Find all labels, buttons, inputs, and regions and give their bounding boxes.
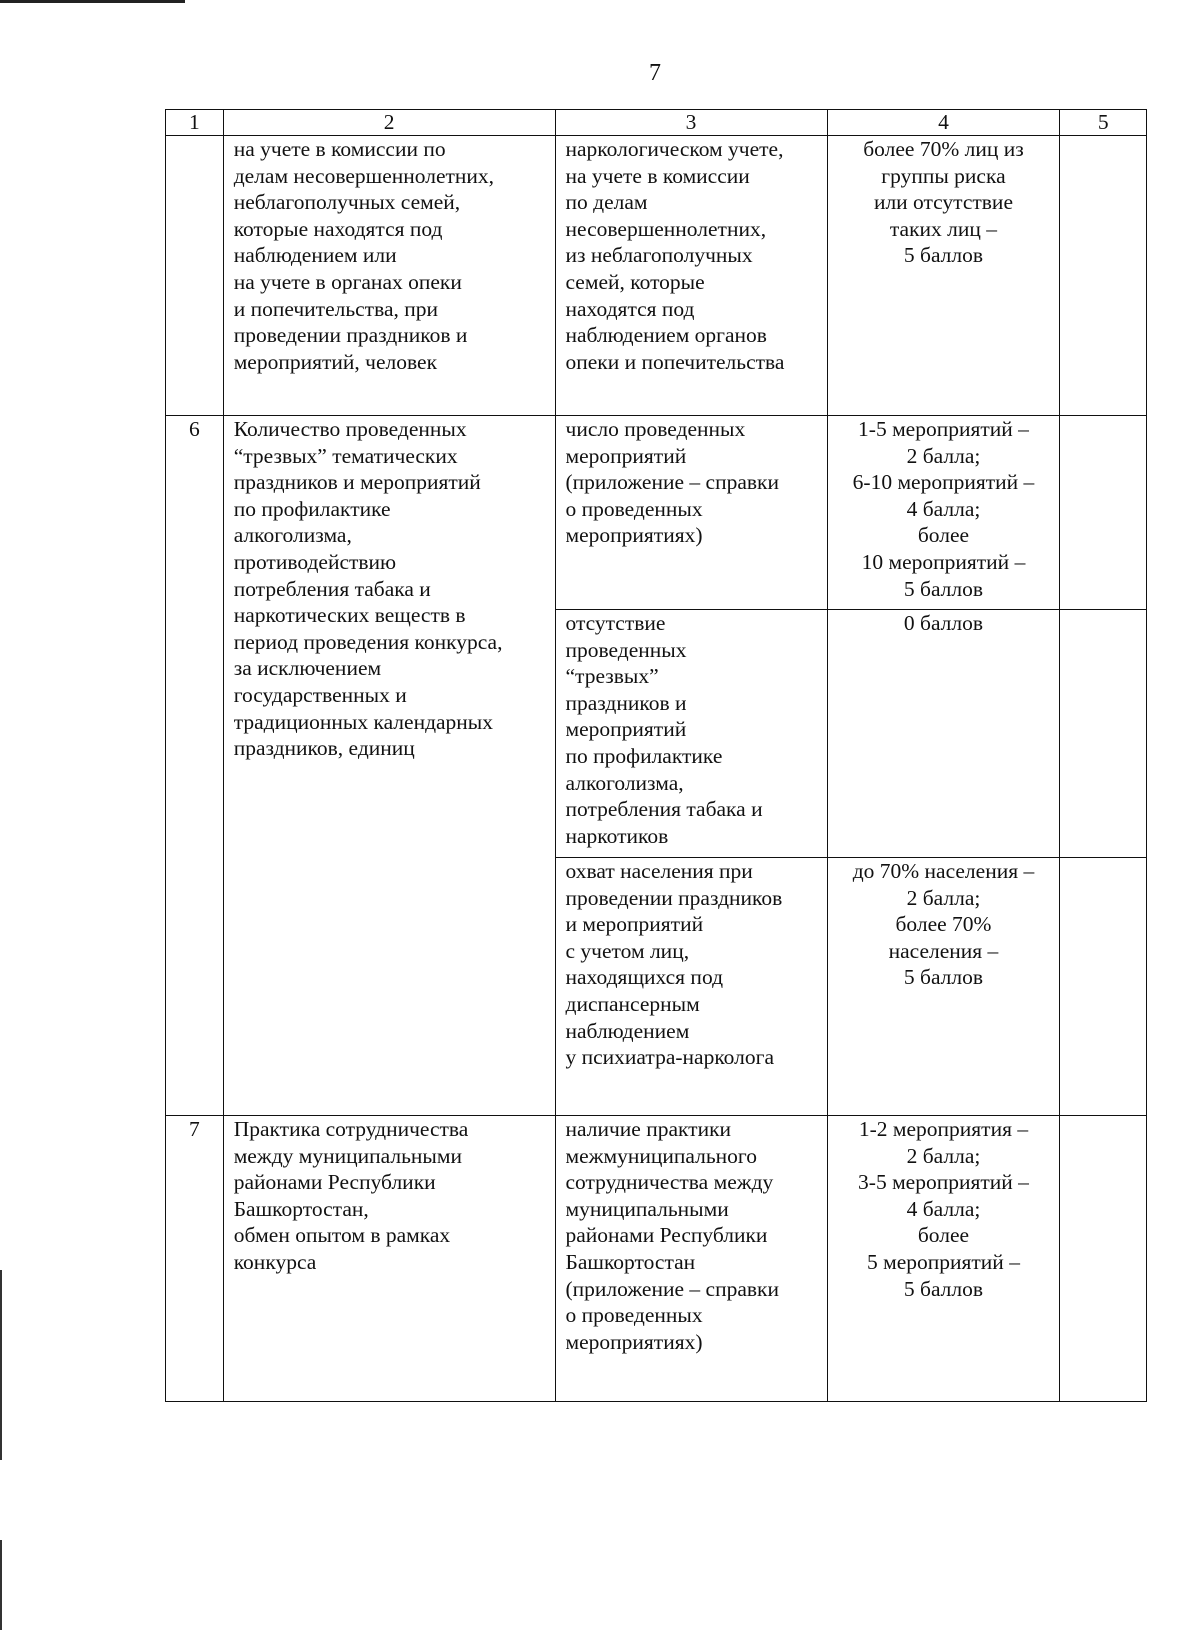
column-header: 2 [223, 110, 555, 136]
text-line: 2 балла; [906, 443, 981, 468]
score-cell [827, 1116, 1060, 1402]
text-line: наличие практики [565, 1117, 732, 1141]
text-line: неблагополучных семей, [233, 190, 461, 215]
text-line: (приложение – справки [565, 470, 779, 495]
text-line: наблюдением [565, 1018, 690, 1043]
text-line: алкоголизма, [233, 523, 352, 548]
row-number-cell [166, 136, 224, 416]
text-line: находятся под [565, 296, 695, 321]
text-line: отсутствие [565, 611, 666, 635]
text-line: 5 баллов [903, 965, 984, 990]
text-line: государственных и [233, 682, 407, 707]
column-header: 4 [827, 110, 1060, 136]
text-line: или отсутствие [873, 190, 1013, 215]
text-line: сотрудничества между [565, 1170, 774, 1195]
row-number-cell: 7 [166, 1116, 224, 1402]
text-line: более [917, 523, 970, 548]
result-cell [1060, 136, 1147, 416]
text-line: противодействию [233, 549, 397, 574]
criterion-cell [223, 136, 555, 416]
text-line: наркотических веществ в [233, 603, 466, 628]
text-line: мероприятий [565, 443, 687, 468]
text-line: более [917, 1223, 970, 1248]
text-line: охват населения при [565, 859, 753, 883]
text-line: Башкортостан [565, 1249, 696, 1274]
text-line: мероприятиях) [565, 1329, 703, 1354]
text-line: конкурса [233, 1249, 317, 1274]
text-line: несовершеннолетних, [565, 216, 767, 241]
table-row-6 [166, 416, 1147, 610]
text-line: число проведенных [565, 417, 746, 441]
text-line: мероприятий [565, 717, 687, 742]
text-line: более 70% [895, 912, 992, 937]
text-line: группы риска [881, 163, 1006, 188]
text-line: делам несовершеннолетних, [233, 163, 495, 188]
result-cell [1060, 858, 1147, 1116]
text-line: у психиатра-нарколога [565, 1045, 774, 1070]
text-line: наркологическом учете, [565, 137, 784, 161]
text-line: населения – [888, 938, 999, 963]
text-line: по делам [565, 190, 648, 215]
text-line: проведении праздников [565, 885, 783, 910]
text-line: 4 балла; [906, 496, 981, 521]
text-line: районами Республики [565, 1223, 768, 1248]
text-line: семей, которые [565, 269, 705, 294]
text-line: мероприятиях) [565, 523, 703, 548]
table-header-row [166, 110, 1147, 136]
text-line: (приложение – справки [565, 1276, 779, 1301]
text-line: по профилактике [233, 496, 391, 521]
text-line: диспансерным [565, 991, 700, 1016]
text-line: традиционных календарных [233, 709, 494, 734]
indicator-cell [555, 136, 827, 416]
text-line: между муниципальными [233, 1143, 462, 1168]
text-line: наблюдением органов [565, 323, 767, 348]
text-line: из неблагополучных [565, 243, 753, 268]
scan-edge-mark [0, 0, 185, 3]
text-line: наркотиков [565, 823, 669, 848]
indicator-cell [555, 1116, 827, 1402]
text-line: на учете в органах опеки [233, 269, 462, 294]
score-cell [827, 858, 1060, 1116]
text-line: потребления табака и [565, 797, 763, 822]
score-cell [827, 610, 1060, 858]
text-line: период проведения конкурса, [233, 629, 503, 654]
text-line: обмен опытом в рамках [233, 1223, 451, 1248]
text-line: таких лиц – [889, 216, 998, 241]
text-line: потребления табака и [233, 576, 431, 601]
result-cell [1060, 610, 1147, 858]
text-line: 6-10 мероприятий – [852, 470, 1035, 495]
text-line: наблюдением или [233, 243, 397, 268]
text-line: “трезвых” тематических [233, 443, 458, 468]
text-line: 10 мероприятий – [861, 549, 1026, 574]
scan-edge-mark [0, 1540, 2, 1630]
column-header: 1 [166, 110, 224, 136]
criterion-cell [223, 1116, 555, 1402]
text-line: и мероприятий [565, 912, 704, 937]
column-header: 5 [1060, 110, 1147, 136]
text-line: которые находятся под [233, 216, 443, 241]
indicator-cell [555, 858, 827, 1116]
text-line: 2 балла; [906, 885, 981, 910]
text-line: более 70% лиц из [863, 137, 1024, 161]
text-line: алкоголизма, [565, 770, 684, 795]
text-line: на учете в комиссии по [233, 137, 446, 161]
score-cell [827, 416, 1060, 610]
text-line: 1-5 мероприятий – [858, 417, 1029, 441]
text-line: праздников и мероприятий [233, 470, 481, 495]
text-line: 5 баллов [903, 1276, 984, 1301]
result-cell [1060, 1116, 1147, 1402]
text-line: 5 мероприятий – [866, 1249, 1020, 1274]
criteria-table [165, 109, 1147, 1402]
result-cell [1060, 416, 1147, 610]
text-line: проведенных [565, 637, 687, 662]
text-line: мероприятий, человек [233, 349, 438, 374]
row-number-cell: 6 [166, 416, 224, 1116]
text-line: межмуниципального [565, 1143, 757, 1168]
criterion-cell [223, 416, 555, 1116]
text-line: и попечительства, при [233, 296, 439, 321]
text-line: 3-5 мероприятий – [858, 1170, 1029, 1195]
text-line: праздников, единиц [233, 736, 415, 761]
text-line: праздников и [565, 690, 687, 715]
table-row-7 [166, 1116, 1147, 1402]
text-line: районами Республики [233, 1170, 436, 1195]
indicator-cell [555, 416, 827, 610]
text-line: по профилактике [565, 743, 723, 768]
text-line: Практика сотрудничества [233, 1117, 469, 1141]
text-line: опеки и попечительства [565, 349, 785, 374]
text-line: проведении праздников и [233, 323, 468, 348]
scan-edge-mark [0, 1270, 2, 1460]
text-line: за исключением [233, 656, 382, 681]
text-line: находящихся под [565, 965, 724, 990]
text-line: 5 баллов [903, 243, 984, 268]
text-line: о проведенных [565, 496, 703, 521]
text-line: 5 баллов [903, 576, 984, 601]
text-line: “трезвых” [565, 664, 659, 689]
text-line: до 70% населения – [852, 859, 1035, 883]
page-number: 7 [649, 60, 661, 86]
text-line: Количество проведенных [233, 417, 467, 441]
text-line: с учетом лиц, [565, 938, 690, 963]
text-line: на учете в комиссии [565, 163, 750, 188]
text-line: 4 балла; [906, 1196, 981, 1221]
text-line: 0 баллов [903, 611, 984, 635]
text-line: 1-2 мероприятия – [858, 1117, 1029, 1141]
table-row-continuation [166, 136, 1147, 416]
text-line: Башкортостан, [233, 1196, 369, 1221]
text-line: муниципальными [565, 1196, 729, 1221]
column-header: 3 [555, 110, 827, 136]
score-cell [827, 136, 1060, 416]
text-line: 2 балла; [906, 1143, 981, 1168]
text-line: о проведенных [565, 1303, 703, 1328]
indicator-cell [555, 610, 827, 858]
